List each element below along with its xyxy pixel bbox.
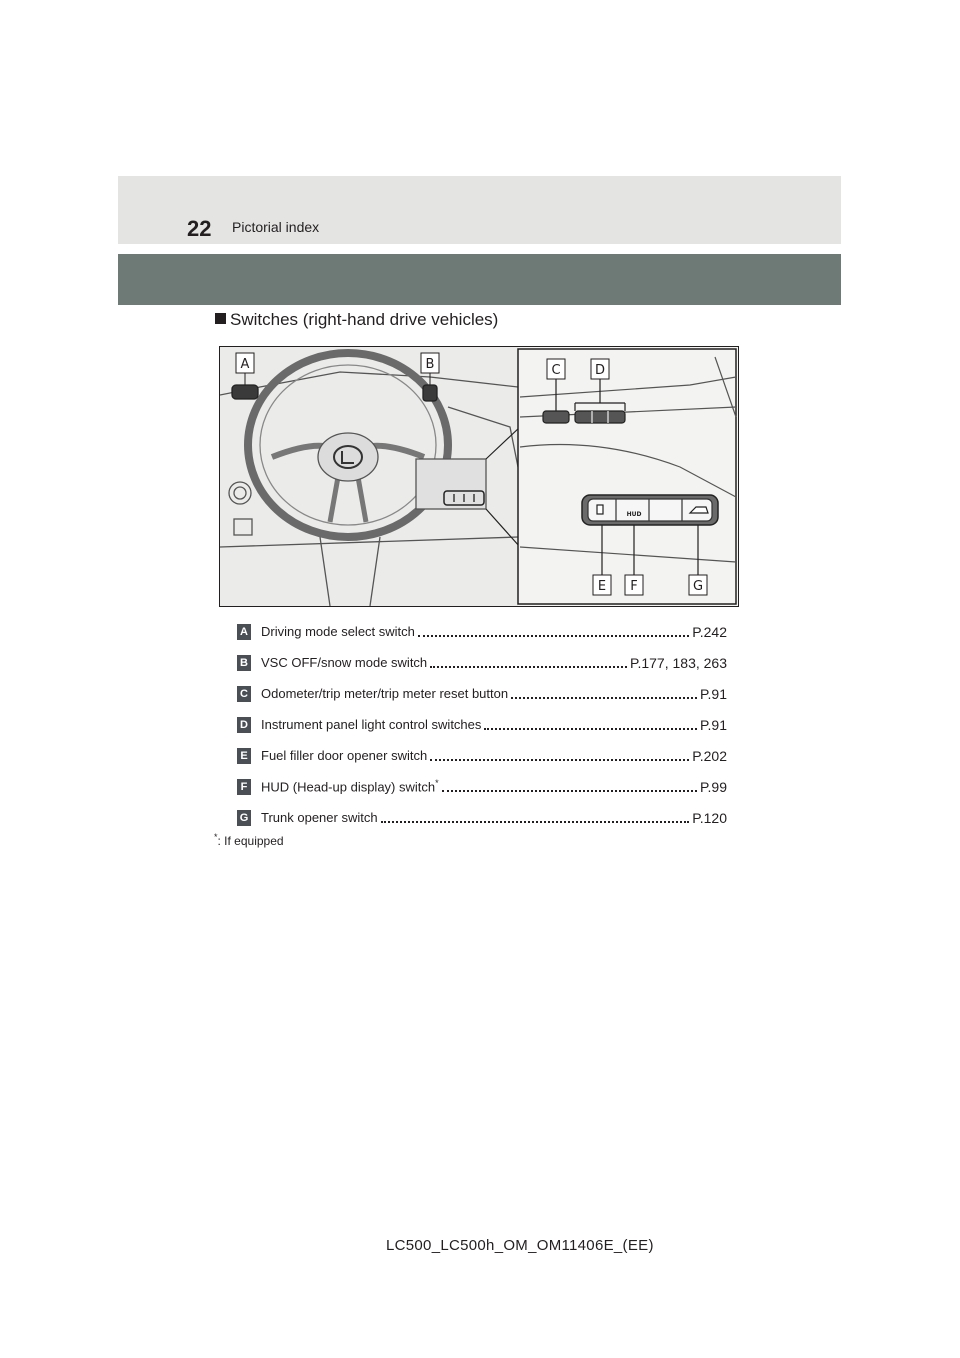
svg-text:A: A (240, 357, 250, 372)
steering-area (220, 347, 520, 606)
item-letter-badge: A (237, 624, 251, 640)
item-label: Instrument panel light control switches (261, 717, 482, 732)
section-heading-text: Switches (right-hand drive vehicles) (230, 310, 499, 329)
header-band (118, 176, 841, 244)
item-label: Odometer/trip meter/trip meter reset button (261, 686, 509, 701)
dot-leader (381, 821, 690, 823)
list-item (237, 802, 727, 833)
page-reference-link[interactable]: P.242 (692, 623, 727, 640)
callout-c (547, 359, 565, 379)
section-heading (215, 310, 498, 330)
dot-leader (430, 759, 689, 761)
svg-text:B: B (425, 357, 435, 372)
svg-text:C: C (551, 363, 561, 378)
page-reference-link[interactable]: P.120 (692, 809, 727, 826)
item-label (261, 778, 439, 794)
switches-illustration (219, 346, 739, 607)
svg-text:E: E (597, 579, 607, 594)
page-reference-link[interactable]: P.91 (700, 685, 727, 702)
item-label: VSC OFF/snow mode switch (261, 655, 428, 670)
hud-button-label: HUD (626, 511, 642, 518)
footnote-marker: * (435, 778, 439, 789)
svg-text:G: G (692, 579, 704, 594)
callout-d (591, 359, 609, 379)
list-item (237, 678, 727, 709)
list-item (237, 771, 727, 802)
callout-e (593, 575, 611, 595)
callout-f (625, 575, 643, 595)
page-number: 22 (187, 216, 212, 241)
svg-text:F: F (630, 579, 638, 594)
reference-list (237, 616, 727, 833)
callout-g (689, 575, 707, 595)
list-item (237, 616, 727, 647)
item-label: Fuel filler door opener switch (261, 748, 428, 763)
document-code: LC500_LC500h_OM_OM11406E_(EE) (386, 1237, 654, 1254)
callout-b (421, 353, 439, 373)
list-item (237, 709, 727, 740)
item-letter-badge: C (237, 686, 251, 702)
item-label: Driving mode select switch (261, 624, 415, 639)
item-letter-badge: B (237, 655, 251, 671)
square-bullet-icon (215, 313, 226, 324)
item-letter-badge: D (237, 717, 251, 733)
dot-leader (511, 697, 697, 699)
list-item (237, 740, 727, 771)
item-letter-badge: G (237, 810, 251, 826)
page-reference-link[interactable]: P.99 (700, 778, 727, 795)
dot-leader (484, 728, 697, 730)
page-reference-link[interactable]: P.91 (700, 716, 727, 733)
item-letter-badge: F (237, 779, 251, 795)
dot-leader (418, 635, 689, 637)
dot-leader (442, 790, 697, 792)
footnote-mark: * (214, 832, 218, 842)
dashboard-drawing (220, 347, 738, 606)
list-item (237, 647, 727, 678)
item-letter-badge: E (237, 748, 251, 764)
svg-text:D: D (594, 363, 606, 378)
item-label-text: HUD (Head-up display) switch (261, 779, 436, 795)
page-reference-link[interactable]: P.202 (692, 747, 727, 764)
section-band (118, 254, 841, 305)
dot-leader (430, 666, 627, 668)
footnote (214, 832, 284, 848)
fuel-door-icon (597, 505, 603, 514)
footnote-text: : If equipped (217, 834, 284, 848)
page-reference-link[interactable]: P.177, 183, 263 (629, 654, 727, 671)
inset-detail (518, 349, 736, 604)
callout-a (236, 353, 254, 373)
item-label: Trunk opener switch (261, 810, 378, 825)
header-title: Pictorial index (232, 219, 320, 235)
